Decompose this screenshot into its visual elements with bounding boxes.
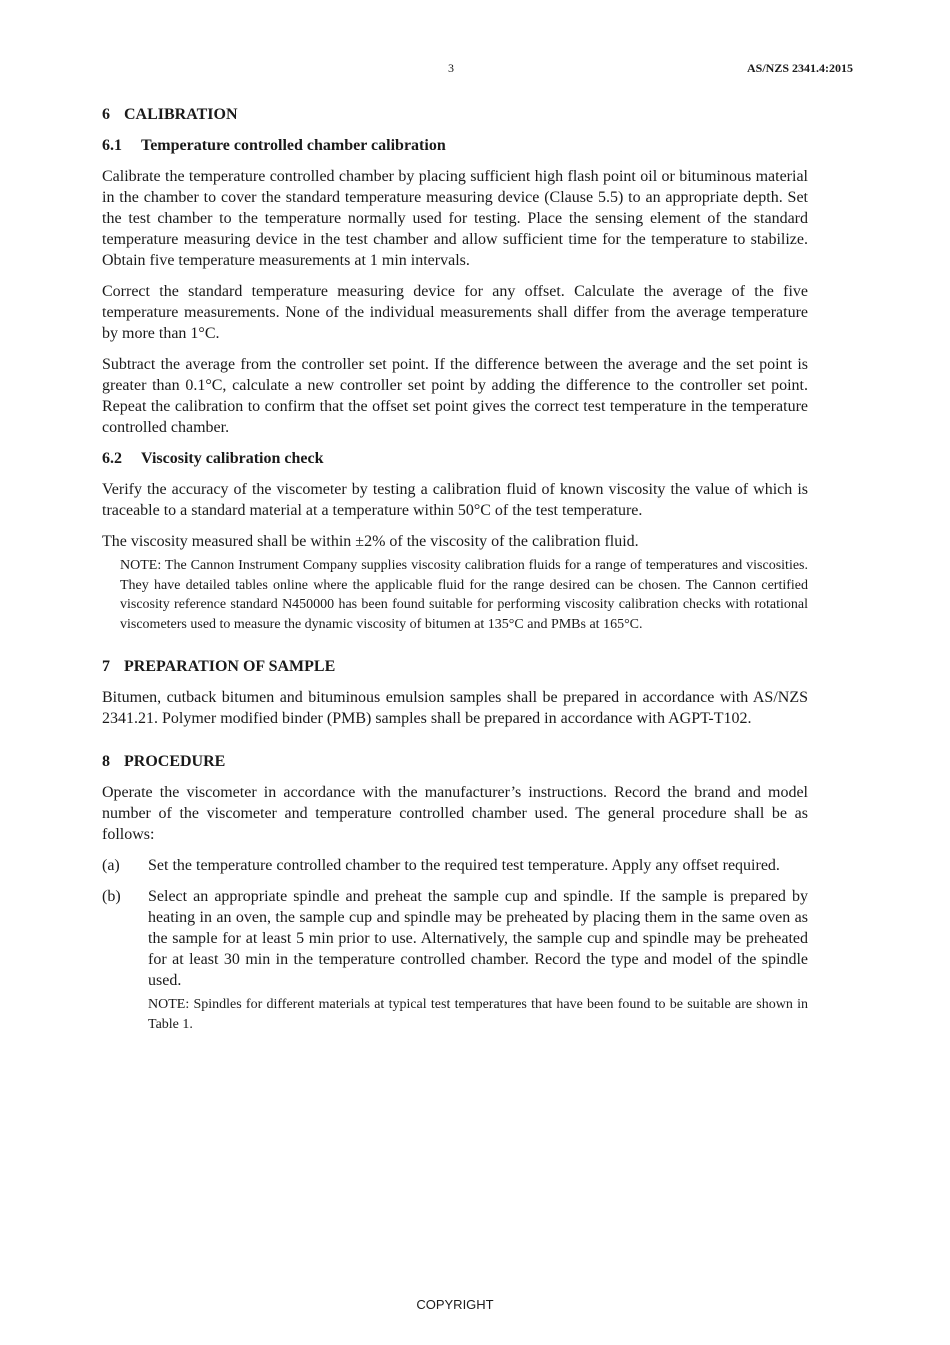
list-item xyxy=(102,855,808,876)
paragraph: Bitumen, cutback bitumen and bituminous emulsion samples shall be prepared in accordance with AS/NZS 2341.21. Polymer modified binder (PMB) samples shall be prepared in accordance with AGPT-T102. xyxy=(102,689,808,727)
paragraph: Correct the standard temperature measuring device for any offset. Calculate the average of the five temperature measurements. None of the individual measurements shall differ from the average temperature by more than 1°C. xyxy=(102,283,808,342)
section-title: PROCEDURE xyxy=(124,753,226,770)
section-number: 6 xyxy=(102,106,110,123)
section-title: PREPARATION OF SAMPLE xyxy=(124,658,336,675)
copyright-footer: COPYRIGHT xyxy=(416,1297,494,1312)
list-item xyxy=(102,886,808,1034)
section-title: CALIBRATION xyxy=(124,106,238,123)
paragraph: Subtract the average from the controller set point. If the difference between the average and the set point is greater than 0.1°C, calculate a new controller set point by adding the difference to the controller set point. Repeat the calibration to confirm that the offset set point gives the correct test temperature in the temperature controlled chamber. xyxy=(102,356,808,436)
section-6-heading xyxy=(102,104,808,125)
paragraph: The viscosity measured shall be within ±2% of the viscosity of the calibration fluid. xyxy=(102,533,639,550)
section-7-heading xyxy=(102,656,808,677)
list-item-text: Select an appropriate spindle and preheat the sample cup and spindle. If the sample is prepared by heating in an oven, the sample cup and spindle may be preheated by placing them in the same oven as the sample for at least 5 min prior to use. Alternatively, the sample cup and spindle may be preheated for at least 30 min in the temperature controlled chamber. Record the type and model of the spindle used. xyxy=(148,888,808,989)
note: NOTE: Spindles for different materials at typical test temperatures that have been found to be suitable are shown in Table 1. xyxy=(148,997,808,1032)
standard-id: AS/NZS 2341.4:2015 xyxy=(746,61,853,75)
list-item-label: (a) xyxy=(102,857,120,874)
section-title: Viscosity calibration check xyxy=(141,450,324,467)
section-number: 7 xyxy=(102,658,110,675)
section-title: Temperature controlled chamber calibration xyxy=(141,137,446,154)
section-number: 6.2 xyxy=(102,450,122,467)
list-item-text: Set the temperature controlled chamber to the required test temperature. Apply any offset required. xyxy=(148,857,780,874)
paragraph: Calibrate the temperature controlled chamber by placing sufficient high flash point oil or bituminous material in the chamber to cover the standard temperature measuring device (Clause 5.5) to an appropriate depth. Set the test chamber to the temperature normally used for testing. Place the sensing element of the standard temperature measuring device in the test chamber and allow sufficient time for the temperature to stabilize. Obtain five temperature measurements at 1 min intervals. xyxy=(102,168,808,269)
document-body xyxy=(102,104,808,1034)
paragraph: Operate the viscometer in accordance with the manufacturer’s instructions. Record the brand and model number of the viscometer and temperature controlled chamber used. The general procedure shall be as follows: xyxy=(102,784,808,843)
page-number: 3 xyxy=(448,61,454,75)
section-number: 6.1 xyxy=(102,137,122,154)
paragraph: Verify the accuracy of the viscometer by testing a calibration fluid of known viscosity the value of which is traceable to a standard material at a temperature within 50°C of the test temperature. xyxy=(102,481,808,519)
note: NOTE: The Cannon Instrument Company supplies viscosity calibration fluids for a range of temperatures and viscosities. They have detailed tables online where the applicable fluid for the range desired can be chosen. The Cannon certified viscosity reference standard N450000 has been found suitable for performing viscosity calibration checks with rotational viscometers used to measure the dynamic viscosity of bitumen at 135°C and PMBs at 165°C. xyxy=(120,558,808,632)
list-item-label: (b) xyxy=(102,888,121,905)
section-number: 8 xyxy=(102,753,110,770)
section-6-1-heading xyxy=(102,135,808,156)
section-6-2-heading xyxy=(102,448,808,469)
section-8-heading xyxy=(102,751,808,772)
